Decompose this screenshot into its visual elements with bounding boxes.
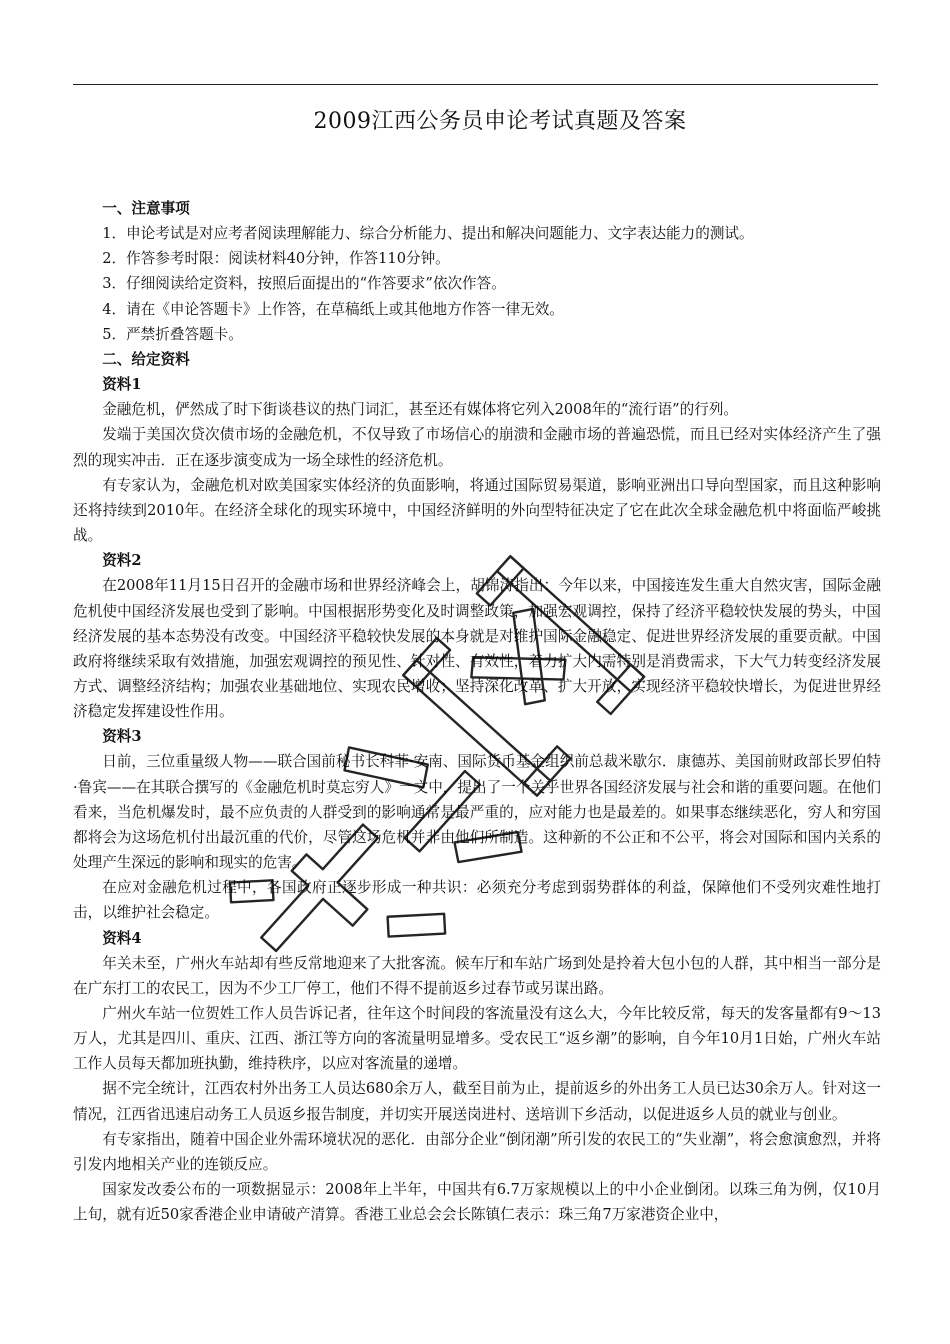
note-item: 1．申论考试是对应考者阅读理解能力、综合分析能力、提出和解决问题能力、文字表达能力的测试。 [102,225,754,243]
material-paragraph: 在应对金融危机过程中，各国政府正逐步形成一种共识：必须充分考虑到弱势群体的利益，保障他们不受列灾难性地打击，以维护社会稳定。 [73,879,881,922]
section-heading-materials: 二、给定资料 [102,350,190,368]
material-paragraph: 发端于美国次贷次债市场的金融危机，不仅导致了市场信心的崩溃和金融市场的普遍恐慌，而且已经对实体经济产生了强烈的现实冲击．正在逐步演变成为一场全球性的经济危机。 [73,426,881,469]
header-rule [73,84,878,85]
material-label: 资料2 [102,552,142,570]
material-paragraph: 日前，三位重量级人物——联合国前秘书长科菲·安南、国际货币基金组织前总裁米歇尔．康德苏、美国前财政部长罗伯特·鲁宾——在其联合撰写的《金融危机时莫忘穷人》一文中，提出了一个关乎世界各国经济发展与社会和谐的重要问题。在他们看来，当危机爆发时，最不应负责的人群受到的影响通常是最严重的，应对能力也是最差的。如果事态继续恶化，穷人和穷国都将会为这场危机付出最沉重的代价，尽管这场危机并非由他们所制造。这种新的不公正和不公平，将会对国际和国内关系的处理产生深远的影响和现实的危害。 [73,753,881,872]
material-paragraph: 据不完全统计，江西农村外出务工人员达680余万人，截至目前为止，提前返乡的外出务工人员已达30余万人。针对这一情况，江西省迅速启动务工人员返乡报告制度，并切实开展送岗进村、送培训下乡活动，以促进返乡人员的就业与创业。 [73,1080,881,1123]
note-item: 5．严禁折叠答题卡。 [102,325,243,343]
material-paragraph: 有专家认为，金融危机对欧美国家实体经济的负面影响，将通过国际贸易渠道，影响亚洲出口导向型国家，而且这种影响还将持续到2010年。在经济全球化的现实环境中，中国经济鲜明的外向型特征决定了它在此次全球金融危机中将面临严峻挑战。 [73,476,881,545]
note-item: 2．作答参考时限：阅读材料40分钟，作答110分钟。 [102,250,450,268]
material-label: 资料4 [102,929,142,947]
note-item: 4．请在《申论答题卡》上作答，在草稿纸上或其他地方作答一律无效。 [102,300,564,318]
material-paragraph: 金融危机，俨然成了时下街谈巷议的热门词汇，甚至还有媒体将它列入2008年的“流行语”的行列。 [102,401,739,419]
document-body [73,196,881,1227]
material-paragraph: 国家发改委公布的一项数据显示：2008年上半年，中国共有6.7万家规模以上的中小企业倒闭。以珠三角为例，仅10月上旬，就有近50家香港企业申请破产清算。香港工业总会会长陈镇仁表示：珠三角7万家港资企业中， [73,1181,881,1224]
material-paragraph: 广州火车站一位贺姓工作人员告诉记者，往年这个时间段的客流量没有这么大，今年比较反常，每天的发客量都有9～13万人，尤其是四川、重庆、江西、浙江等方向的客流量明显增多。受农民工“返乡潮”的影响，自今年10月1日始，广州火车站工作人员每天都加班执勤，维持秩序，以应对客流量的递增。 [73,1005,881,1073]
material-label: 资料3 [102,728,142,746]
material-paragraph: 在2008年11月15日召开的金融市场和世界经济峰会上，胡锦涛指出：今年以来，中国接连发生重大自然灾害，国际金融危机使中国经济发展也受到了影响。中国根据形势变化及时调整政策，加强宏观调控，保持了经济平稳较快发展的势头，中国经济发展的基本态势没有改变。中国经济平稳较快发展的本身就是对维护国际金融稳定、促进世界经济发展的重要贡献。中国政府将继续采取有效措施，加强宏观调控的预见性、针对性、有效性，着力扩大内需特别是消费需求，下大气力转变经济发展方式、调整经济结构；加强农业基础地位、实现农民增收；坚持深化改革、扩大开放，实现经济平稳较快增长，为促进世界经济稳定发挥建设性作用。 [73,577,881,721]
material-paragraph: 年关未至，广州火车站却有些反常地迎来了大批客流。候车厅和车站广场到处是拎着大包小包的人群，其中相当一部分是在广东打工的农民工，因为不少工厂停工，他们不得不提前返乡过春节或另谋出路。 [73,954,881,997]
material-paragraph: 有专家指出，随着中国企业外需环境状况的恶化．由部分企业“倒闭潮”所引发的农民工的“失业潮”，将会愈演愈烈，并将引发内地相关产业的连锁反应。 [73,1130,881,1173]
material-label: 资料1 [102,376,142,394]
document-title: 2009江西公务员申论考试真题及答案 [313,109,687,134]
note-item: 3．仔细阅读给定资料，按照后面提出的“作答要求”依次作答。 [102,275,506,293]
section-heading-notes: 一、注意事项 [102,200,190,217]
